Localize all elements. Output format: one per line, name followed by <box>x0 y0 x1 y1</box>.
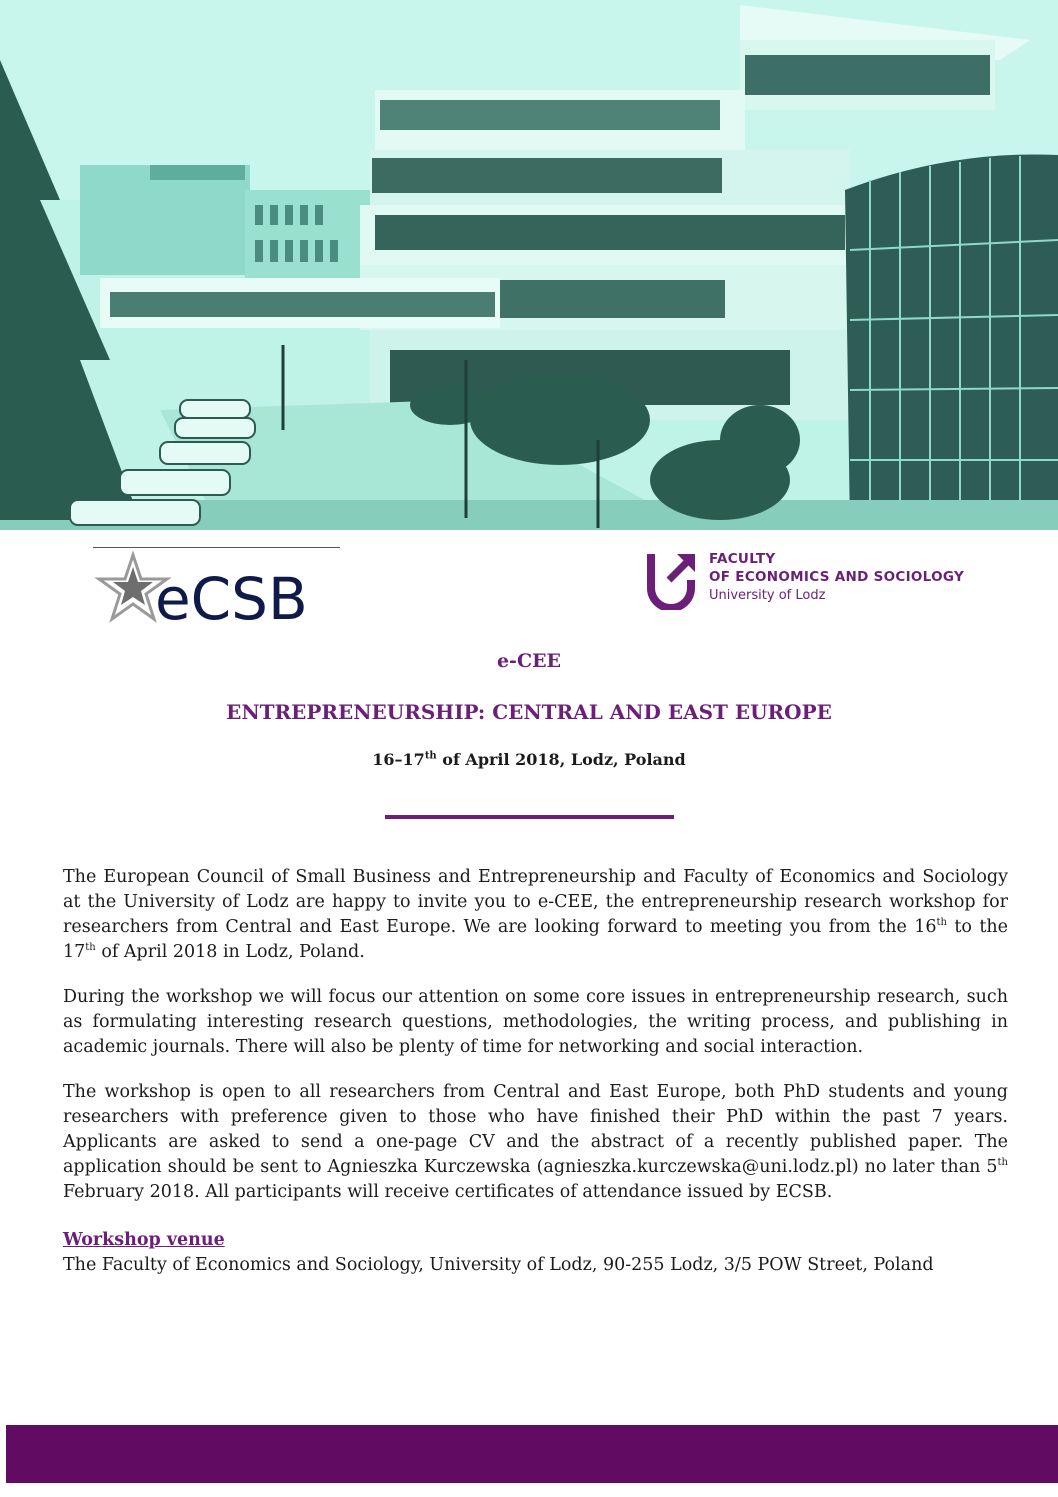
p3-text-a: The workshop is open to all researchers from Central and East Europe, both PhD students and young researchers with preference given to those who have finished their PhD within the past 7 years. Applicants are asked to send a one-page CV and the abstract of a recently published paper. The application should be sent to Agnieszka Kurczewska (agnieszka.kurczewska@uni.lodz.pl) no later than 5 <box>63 1082 1008 1177</box>
p1-sup1: th <box>936 917 947 929</box>
title-divider <box>385 815 674 819</box>
p1-text-c: of April 2018 in Lodz, Poland. <box>95 942 365 962</box>
footer-bar <box>6 1425 1058 1483</box>
hero-photo <box>0 0 1058 530</box>
event-full-name: ENTREPRENEURSHIP: CENTRAL AND EAST EUROPE <box>226 700 832 724</box>
event-date <box>0 750 1058 769</box>
ecsb-logo-graphic <box>93 547 340 627</box>
venue-address: The Faculty of Economics and Sociology, University of Lodz, 90-255 Lodz, 3/5 POW Street, Poland <box>63 1255 934 1275</box>
venue-heading: Workshop venue <box>63 1230 225 1250</box>
date-suffix: of April 2018, Lodz, Poland <box>436 750 686 769</box>
p1-sup2: th <box>85 942 96 954</box>
p3-sup: th <box>997 1157 1008 1169</box>
intro-paragraph <box>63 865 1008 965</box>
logo-rule <box>93 547 340 548</box>
faculty-logo-line2: OF ECONOMICS AND SOCIOLOGY <box>709 569 965 585</box>
application-paragraph <box>63 1080 1008 1205</box>
focus-paragraph: During the workshop we will focus our attention on some core issues in entrepreneurship research, such as formulating interesting research questions, methodologies, the writing process, and publishing in academic journals. There will also be plenty of time for networking and social interaction. <box>63 987 1008 1057</box>
building-illustration <box>0 0 1058 530</box>
p3-text-b: February 2018. All participants will receive certificates of attendance issued by ECSB. <box>63 1182 833 1202</box>
date-prefix: 16–17 <box>372 750 425 769</box>
p1-text-a: The European Council of Small Business and Entrepreneurship and Faculty of Economics and Sociology at the University of Lodz are happy to invite you to e-CEE, the entrepreneurship research workshop for researchers from Central and East Europe. We are looking forward to meeting you from the 16 <box>63 867 1008 937</box>
faculty-logo-line1: FACULTY <box>709 551 776 567</box>
faculty-logo-line3: University of Lodz <box>709 588 826 603</box>
date-sup: th <box>424 750 437 762</box>
ecsb-logo <box>93 547 340 627</box>
university-lodz-emblem-icon <box>645 550 705 610</box>
p1-text-b: to the 17 <box>63 917 1008 962</box>
event-short-name: e-CEE <box>496 650 562 672</box>
faculty-logo <box>645 550 965 610</box>
ecsb-logo-wordmark: eCSB <box>155 565 308 627</box>
